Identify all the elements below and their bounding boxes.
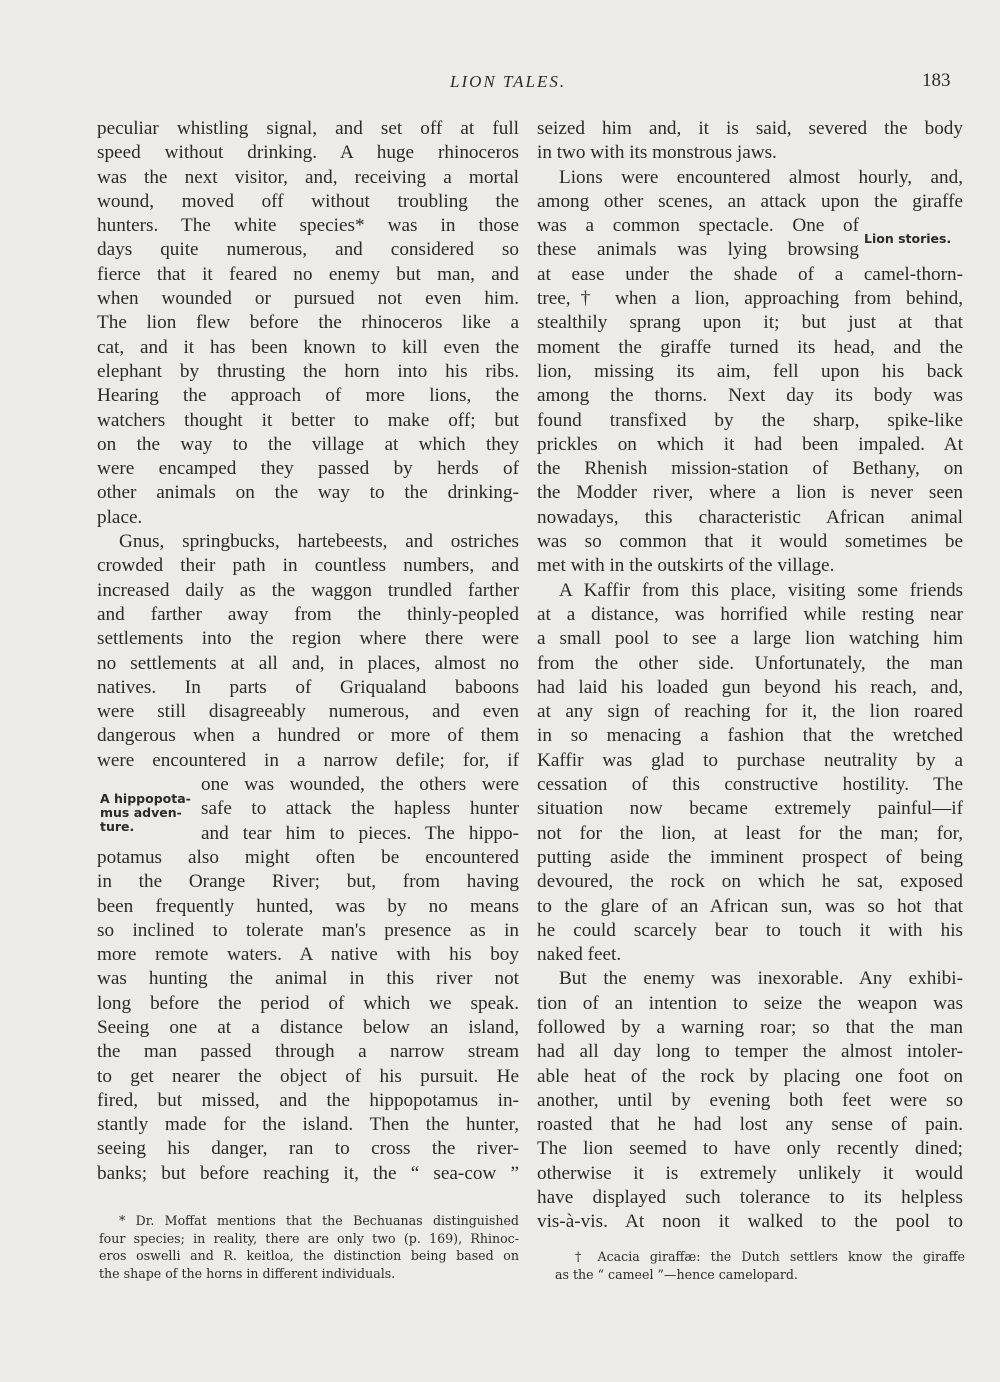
text-line: stantly made for the island. Then the hunter, <box>97 1114 519 1136</box>
text-line: and farther away from the thinly-peopled <box>97 603 519 625</box>
text-line: so inclined to tolerate man's presence as in <box>97 919 519 941</box>
text-line: was a common spectacle. One of <box>537 215 859 237</box>
text-line: seized him and, it is said, severed the body <box>537 118 963 139</box>
text-line: Hearing the approach of more lions, the <box>97 385 519 407</box>
text-line: wound, moved off without troubling the <box>97 190 519 212</box>
text-line: situation now became extremely painful—if <box>537 798 963 820</box>
text-line: the Modder river, where a lion is never seen <box>537 482 963 504</box>
text-line: hunters. The white species* was in those <box>97 215 519 237</box>
text-line: naked feet. <box>537 944 622 966</box>
margin-note-line: ture. <box>100 819 135 834</box>
text-line: natives. In parts of Griqualand baboons <box>97 676 519 698</box>
text-line: among the thorns. Next day its body was <box>537 385 963 407</box>
text-line: potamus also might often be encountered <box>97 846 519 868</box>
paragraph-start: Gnus, springbucks, hartebeests, and ostriches <box>119 531 519 553</box>
text-line: a small pool to see a large lion watching him <box>537 628 963 650</box>
text-line: in two with its monstrous jaws. <box>537 142 777 164</box>
text-line: found transfixed by the sharp, spike-like <box>537 409 963 431</box>
text-line: were encamped they passed by herds of <box>97 458 519 480</box>
text-line: in so menacing a fashion that the wretched <box>537 725 963 747</box>
text-line: more remote waters. A native with his boy <box>97 944 519 966</box>
text-line: was so common that it would sometimes be <box>537 531 963 553</box>
text-line: days quite numerous, and considered so <box>97 239 519 261</box>
text-line: among other scenes, an attack upon the giraffe <box>537 190 963 212</box>
text-line: safe to attack the hapless hunter <box>201 798 519 820</box>
text-line: putting aside the imminent prospect of being <box>537 846 963 868</box>
text-line: dangerous when a hundred or more of them <box>97 725 519 747</box>
text-line: the man passed through a narrow stream <box>97 1041 519 1063</box>
text-line: when wounded or pursued not even him. <box>97 288 519 310</box>
footnote-line: four species; in reality, there are only two (p. 169), Rhinoc- <box>99 1230 519 1246</box>
page-header <box>0 72 1000 102</box>
margin-note-lion-stories: Lion stories. <box>864 231 952 246</box>
text-line: been frequently hunted, was by no means <box>97 895 519 917</box>
text-line: at ease under the shade of a camel-thorn- <box>537 263 963 285</box>
margin-note-line: mus adven- <box>100 805 182 820</box>
footnote-giraffe <box>555 1248 965 1283</box>
text-line: was the next visitor, and, receiving a mortal <box>97 166 519 188</box>
text-line: to get nearer the object of his pursuit. He <box>97 1065 519 1087</box>
text-line: have displayed such tolerance to its helpless <box>537 1187 963 1209</box>
text-line: followed by a warning roar; so that the man <box>537 1016 963 1038</box>
text-line: peculiar whistling signal, and set off at full <box>97 118 519 139</box>
text-line: another, until by evening both feet were so <box>537 1089 963 1111</box>
text-line: on the way to the village at which they <box>97 433 519 455</box>
right-column <box>537 117 963 1235</box>
footnote-line: * Dr. Moffat mentions that the Bechuanas distinguished <box>119 1213 519 1228</box>
text-line: not for the lion, at least for the man; for, <box>537 822 963 844</box>
text-line: was hunting the animal in this river not <box>97 968 519 990</box>
text-line: fierce that it feared no enemy but man, and <box>97 263 519 285</box>
page-number: 183 <box>922 70 951 91</box>
text-line: crowded their path in countless numbers, and <box>97 555 519 577</box>
paragraph-start: Lions were encountered almost hourly, and, <box>559 166 963 188</box>
text-line: elephant by thrusting the horn into his ribs. <box>97 360 519 382</box>
text-line: speed without drinking. A huge rhinoceros <box>97 142 519 164</box>
text-line: vis-à-vis. At noon it walked to the pool to <box>537 1211 963 1233</box>
footnote-line: eros oswelli and R. keitloa, the distinction being based on <box>99 1248 519 1263</box>
text-line: banks; but before reaching it, the “ sea-cow ” <box>97 1162 519 1184</box>
footnote-line: † Acacia giraffæ: the Dutch settlers know the giraffe <box>575 1249 965 1264</box>
text-line: lion, missing its aim, fell upon his back <box>537 360 963 382</box>
text-line: the Rhenish mission-station of Bethany, on <box>537 458 963 480</box>
text-line: met with in the outskirts of the village. <box>537 555 835 577</box>
text-line: The lion flew before the rhinoceros like a <box>97 312 519 334</box>
text-line: Seeing one at a distance below an island, <box>97 1016 519 1038</box>
text-line: place. <box>97 506 143 528</box>
text-line: at any sign of reaching for it, the lion roared <box>537 701 963 723</box>
text-line: no settlements at all and, in places, almost no <box>97 652 519 674</box>
text-line: able heat of the rock by placing one foot on <box>537 1065 963 1087</box>
margin-note-hippopotamus <box>100 792 191 834</box>
text-line: cessation of this constructive hostility. The <box>537 774 963 796</box>
text-line: to the glare of an African sun, was so hot that <box>537 895 963 917</box>
text-line: one was wounded, the others were <box>201 774 519 796</box>
paragraph-start: A Kaffir from this place, visiting some friends <box>559 579 963 601</box>
text-line: had all day long to temper the almost intoler- <box>537 1041 963 1063</box>
text-line: prickles on which it had been impaled. At <box>537 433 963 455</box>
footnote-rhinoceros <box>99 1212 519 1282</box>
text-line: tree,† when a lion, approaching from behind, <box>537 288 963 310</box>
text-line: moment the giraffe turned its head, and the <box>537 336 963 358</box>
margin-note-line: A hippopota- <box>100 791 191 806</box>
text-line: roasted that he had lost any sense of pain. <box>537 1114 963 1136</box>
footnote-line: the shape of the horns in different individuals. <box>99 1265 396 1281</box>
text-line: in the Orange River; but, from having <box>97 871 519 893</box>
text-line: increased daily as the waggon trundled farther <box>97 579 519 601</box>
paragraph-start: But the enemy was inexorable. Any exhibi- <box>559 968 963 990</box>
text-line: fired, but missed, and the hippopotamus in- <box>97 1089 519 1111</box>
left-column <box>97 117 519 1186</box>
text-line: other animals on the way to the drinking- <box>97 482 519 504</box>
text-line: had laid his loaded gun beyond his reach, and, <box>537 676 963 698</box>
text-line: Kaffir was glad to purchase neutrality by a <box>537 749 963 771</box>
text-line: watchers thought it better to make off; but <box>97 409 519 431</box>
text-line: were encountered in a narrow defile; for, if <box>97 749 519 771</box>
text-line: from the other side. Unfortunately, the man <box>537 652 963 674</box>
text-line: The lion seemed to have only recently dined; <box>537 1138 963 1160</box>
text-line: devoured, the rock on which he sat, exposed <box>537 871 963 893</box>
text-line: seeing his danger, ran to cross the river- <box>97 1138 519 1160</box>
text-line: and tear him to pieces. The hippo- <box>201 822 519 844</box>
text-line: nowadays, this characteristic African animal <box>537 506 963 528</box>
text-line: these animals was lying browsing <box>537 239 859 261</box>
text-line: otherwise it is extremely unlikely it would <box>537 1162 963 1184</box>
footnote-line: as the “ cameel ”—hence camelopard. <box>555 1266 798 1282</box>
running-head: LION TALES. <box>450 72 567 91</box>
text-line: tion of an intention to seize the weapon was <box>537 992 963 1014</box>
text-line: at a distance, was horrified while resting near <box>537 603 963 625</box>
text-line: settlements into the region where there were <box>97 628 519 650</box>
text-line: long before the period of which we speak. <box>97 992 519 1014</box>
text-line: he could scarcely bear to touch it with his <box>537 919 963 941</box>
text-line: stealthily sprang upon it; but just at that <box>537 312 963 334</box>
text-line: cat, and it has been known to kill even the <box>97 336 519 358</box>
text-line: were still disagreeably numerous, and even <box>97 701 519 723</box>
